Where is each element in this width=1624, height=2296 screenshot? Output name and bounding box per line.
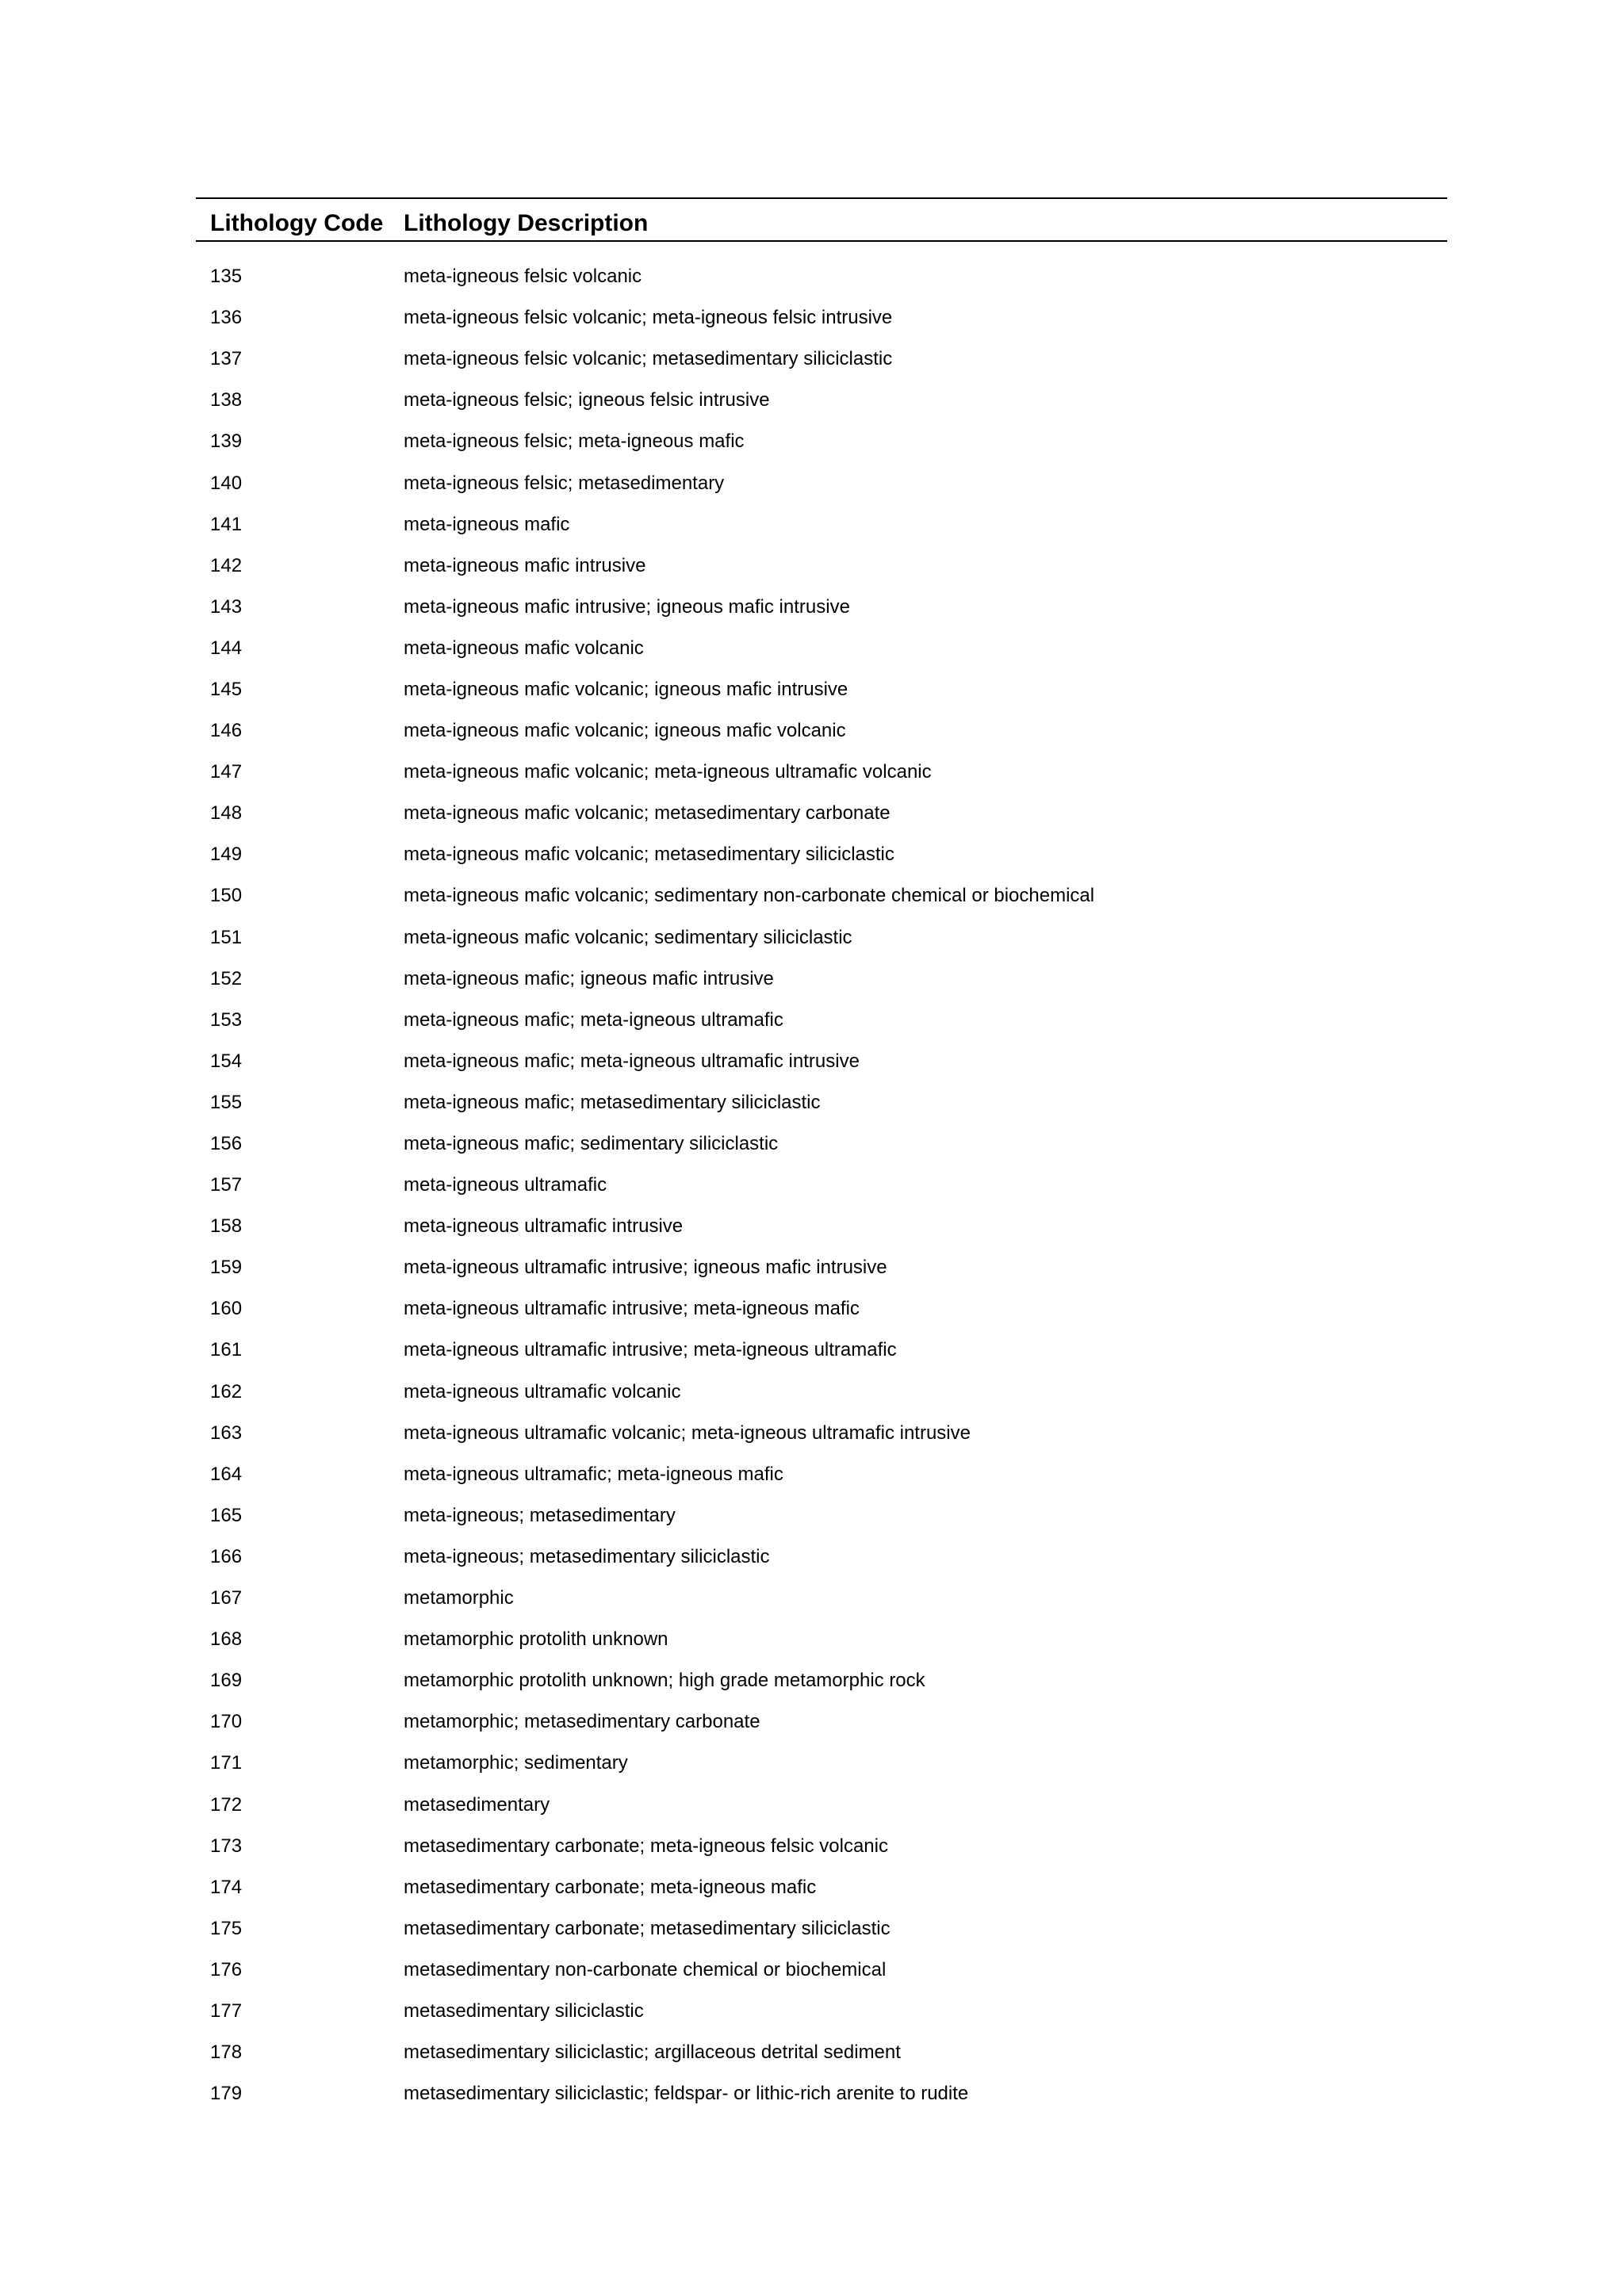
- lithology-description-cell: meta-igneous mafic volcanic; meta-igneous ultramafic volcanic: [404, 761, 932, 783]
- lithology-table: [196, 197, 1447, 2114]
- table-row: [196, 1578, 1447, 1619]
- table-row: [196, 1991, 1447, 2032]
- lithology-description-cell: meta-igneous mafic; meta-igneous ultramafic intrusive: [404, 1050, 860, 1072]
- lithology-code-cell: 175: [210, 1917, 243, 1939]
- lithology-description-cell: meta-igneous felsic; meta-igneous mafic: [404, 430, 745, 453]
- table-row: [196, 380, 1447, 421]
- lithology-description-cell: meta-igneous ultramafic: [404, 1174, 607, 1196]
- lithology-description-cell: meta-igneous felsic volcanic; meta-igneous felsic intrusive: [404, 307, 893, 329]
- lithology-description-cell: meta-igneous ultramafic intrusive; meta-igneous ultramafic: [404, 1339, 897, 1361]
- lithology-code-cell: 166: [210, 1545, 243, 1567]
- table-row: [196, 1413, 1447, 1454]
- lithology-code-cell: 178: [210, 2042, 243, 2064]
- lithology-description-cell: meta-igneous mafic; igneous mafic intrusive: [404, 967, 774, 989]
- lithology-description-cell: meta-igneous ultramafic intrusive; igneous mafic intrusive: [404, 1257, 887, 1279]
- lithology-code-cell: 173: [210, 1835, 243, 1857]
- lithology-description-cell: metasedimentary carbonate; metasedimentary siliciclastic: [404, 1917, 891, 1939]
- lithology-description-cell: meta-igneous ultramafic volcanic: [404, 1380, 681, 1402]
- lithology-description-cell: meta-igneous mafic volcanic; igneous mafic intrusive: [404, 678, 848, 700]
- table-row: [196, 1082, 1447, 1123]
- lithology-code-cell: 171: [210, 1752, 243, 1774]
- table-row: [196, 1826, 1447, 1867]
- lithology-description-cell: meta-igneous mafic intrusive: [404, 554, 646, 576]
- lithology-code-cell: 157: [210, 1174, 243, 1196]
- lithology-code-cell: 167: [210, 1587, 243, 1609]
- lithology-code-cell: 140: [210, 472, 243, 494]
- lithology-description-cell: meta-igneous felsic volcanic: [404, 266, 642, 288]
- lithology-description-cell: meta-igneous mafic volcanic; sedimentary non-carbonate chemical or biochemical: [404, 885, 1095, 907]
- lithology-code-cell: 145: [210, 678, 243, 700]
- lithology-code-cell: 160: [210, 1298, 243, 1320]
- header-lithology-description: Lithology Description: [404, 210, 649, 236]
- table-body: [196, 256, 1447, 2114]
- lithology-description-cell: meta-igneous mafic; sedimentary siliciclastic: [404, 1133, 779, 1155]
- lithology-description-cell: meta-igneous; metasedimentary: [404, 1504, 676, 1526]
- lithology-description-cell: meta-igneous mafic intrusive; igneous mafic intrusive: [404, 595, 850, 618]
- lithology-code-cell: 154: [210, 1050, 243, 1072]
- lithology-description-cell: metasedimentary siliciclastic; argillaceous detrital sediment: [404, 2042, 901, 2064]
- lithology-description-cell: meta-igneous mafic volcanic; metasedimentary carbonate: [404, 802, 891, 825]
- lithology-description-cell: meta-igneous; metasedimentary siliciclastic: [404, 1545, 770, 1567]
- lithology-code-cell: 165: [210, 1504, 243, 1526]
- lithology-description-cell: metasedimentary carbonate; meta-igneous mafic: [404, 1876, 817, 1898]
- lithology-code-cell: 153: [210, 1008, 243, 1031]
- table-row: [196, 875, 1447, 916]
- table-row: [196, 1619, 1447, 1660]
- lithology-code-cell: 159: [210, 1257, 243, 1279]
- table-row: [196, 1701, 1447, 1743]
- lithology-description-cell: meta-igneous mafic volcanic; igneous mafic volcanic: [404, 720, 846, 742]
- table-row: [196, 959, 1447, 1000]
- lithology-code-cell: 176: [210, 1958, 243, 1980]
- lithology-description-cell: metasedimentary siliciclastic; feldspar- or lithic-rich arenite to rudite: [404, 2083, 969, 2105]
- table-row: [196, 1041, 1447, 1082]
- lithology-code-cell: 138: [210, 389, 243, 411]
- lithology-code-cell: 144: [210, 637, 243, 659]
- table-row: [196, 1743, 1447, 1784]
- table-row: [196, 256, 1447, 297]
- table-row: [196, 1536, 1447, 1578]
- lithology-code-cell: 158: [210, 1215, 243, 1238]
- table-row: [196, 1206, 1447, 1247]
- lithology-description-cell: meta-igneous felsic; igneous felsic intrusive: [404, 389, 770, 411]
- lithology-description-cell: metasedimentary carbonate; meta-igneous felsic volcanic: [404, 1835, 888, 1857]
- lithology-code-cell: 136: [210, 307, 243, 329]
- lithology-code-cell: 155: [210, 1091, 243, 1113]
- lithology-description-cell: metamorphic; metasedimentary carbonate: [404, 1711, 760, 1733]
- lithology-code-cell: 139: [210, 430, 243, 453]
- lithology-code-cell: 148: [210, 802, 243, 825]
- lithology-code-cell: 149: [210, 844, 243, 866]
- lithology-code-cell: 151: [210, 926, 243, 948]
- lithology-description-cell: meta-igneous ultramafic; meta-igneous mafic: [404, 1463, 783, 1485]
- lithology-description-cell: meta-igneous mafic volcanic; metasedimentary siliciclastic: [404, 844, 894, 866]
- table-row: [196, 793, 1447, 834]
- table-row: [196, 421, 1447, 462]
- lithology-code-cell: 164: [210, 1463, 243, 1485]
- lithology-code-cell: 169: [210, 1670, 243, 1692]
- table-row: [196, 1288, 1447, 1330]
- header-lithology-code: Lithology Code: [210, 210, 384, 236]
- table-row: [196, 1123, 1447, 1165]
- table-row: [196, 1908, 1447, 1950]
- lithology-code-cell: 179: [210, 2083, 243, 2105]
- table-row: [196, 1000, 1447, 1041]
- table-row: [196, 1454, 1447, 1495]
- lithology-description-cell: meta-igneous ultramafic intrusive; meta-igneous mafic: [404, 1298, 860, 1320]
- table-row: [196, 628, 1447, 669]
- table-row: [196, 834, 1447, 875]
- table-header: [196, 199, 1447, 240]
- table-row: [196, 504, 1447, 545]
- lithology-description-cell: meta-igneous mafic: [404, 513, 570, 535]
- table-row: [196, 1867, 1447, 1908]
- lithology-code-cell: 174: [210, 1876, 243, 1898]
- table-row: [196, 545, 1447, 587]
- table-row: [196, 1372, 1447, 1413]
- table-row: [196, 587, 1447, 628]
- lithology-description-cell: meta-igneous mafic volcanic; sedimentary siliciclastic: [404, 926, 852, 948]
- table-row: [196, 1660, 1447, 1701]
- header-bottom-rule: [196, 240, 1447, 242]
- lithology-code-cell: 137: [210, 348, 243, 370]
- table-row: [196, 339, 1447, 380]
- lithology-code-cell: 172: [210, 1793, 243, 1816]
- lithology-code-cell: 152: [210, 967, 243, 989]
- lithology-code-cell: 146: [210, 720, 243, 742]
- table-row: [196, 1165, 1447, 1206]
- lithology-code-cell: 141: [210, 513, 243, 535]
- lithology-description-cell: meta-igneous felsic; metasedimentary: [404, 472, 725, 494]
- lithology-code-cell: 162: [210, 1380, 243, 1402]
- lithology-code-cell: 163: [210, 1422, 243, 1444]
- lithology-code-cell: 170: [210, 1711, 243, 1733]
- table-row: [196, 669, 1447, 710]
- table-row: [196, 1330, 1447, 1371]
- lithology-code-cell: 147: [210, 761, 243, 783]
- table-row: [196, 2073, 1447, 2114]
- table-row: [196, 1950, 1447, 1991]
- table-row: [196, 297, 1447, 339]
- lithology-code-cell: 150: [210, 885, 243, 907]
- table-row: [196, 917, 1447, 959]
- lithology-description-cell: meta-igneous felsic volcanic; metasedimentary siliciclastic: [404, 348, 893, 370]
- table-row: [196, 752, 1447, 793]
- lithology-code-cell: 142: [210, 554, 243, 576]
- lithology-description-cell: metamorphic protolith unknown: [404, 1628, 668, 1651]
- lithology-description-cell: metamorphic; sedimentary: [404, 1752, 628, 1774]
- lithology-description-cell: metasedimentary: [404, 1793, 550, 1816]
- table-row: [196, 1247, 1447, 1288]
- lithology-code-cell: 161: [210, 1339, 243, 1361]
- lithology-code-cell: 168: [210, 1628, 243, 1651]
- table-row: [196, 710, 1447, 752]
- lithology-description-cell: meta-igneous ultramafic volcanic; meta-igneous ultramafic intrusive: [404, 1422, 971, 1444]
- table-row: [196, 2032, 1447, 2073]
- lithology-code-cell: 135: [210, 266, 243, 288]
- lithology-code-cell: 156: [210, 1133, 243, 1155]
- table-row: [196, 1495, 1447, 1536]
- lithology-code-cell: 143: [210, 595, 243, 618]
- lithology-description-cell: meta-igneous mafic volcanic: [404, 637, 644, 659]
- lithology-code-cell: 177: [210, 1999, 243, 2022]
- table-row: [196, 462, 1447, 503]
- lithology-description-cell: metamorphic protolith unknown; high grade metamorphic rock: [404, 1670, 925, 1692]
- lithology-description-cell: metasedimentary non-carbonate chemical or biochemical: [404, 1958, 887, 1980]
- lithology-description-cell: meta-igneous mafic; metasedimentary siliciclastic: [404, 1091, 821, 1113]
- lithology-description-cell: metamorphic: [404, 1587, 514, 1609]
- lithology-description-cell: meta-igneous ultramafic intrusive: [404, 1215, 684, 1238]
- lithology-description-cell: meta-igneous mafic; meta-igneous ultramafic: [404, 1008, 783, 1031]
- lithology-description-cell: metasedimentary siliciclastic: [404, 1999, 644, 2022]
- table-row: [196, 1784, 1447, 1825]
